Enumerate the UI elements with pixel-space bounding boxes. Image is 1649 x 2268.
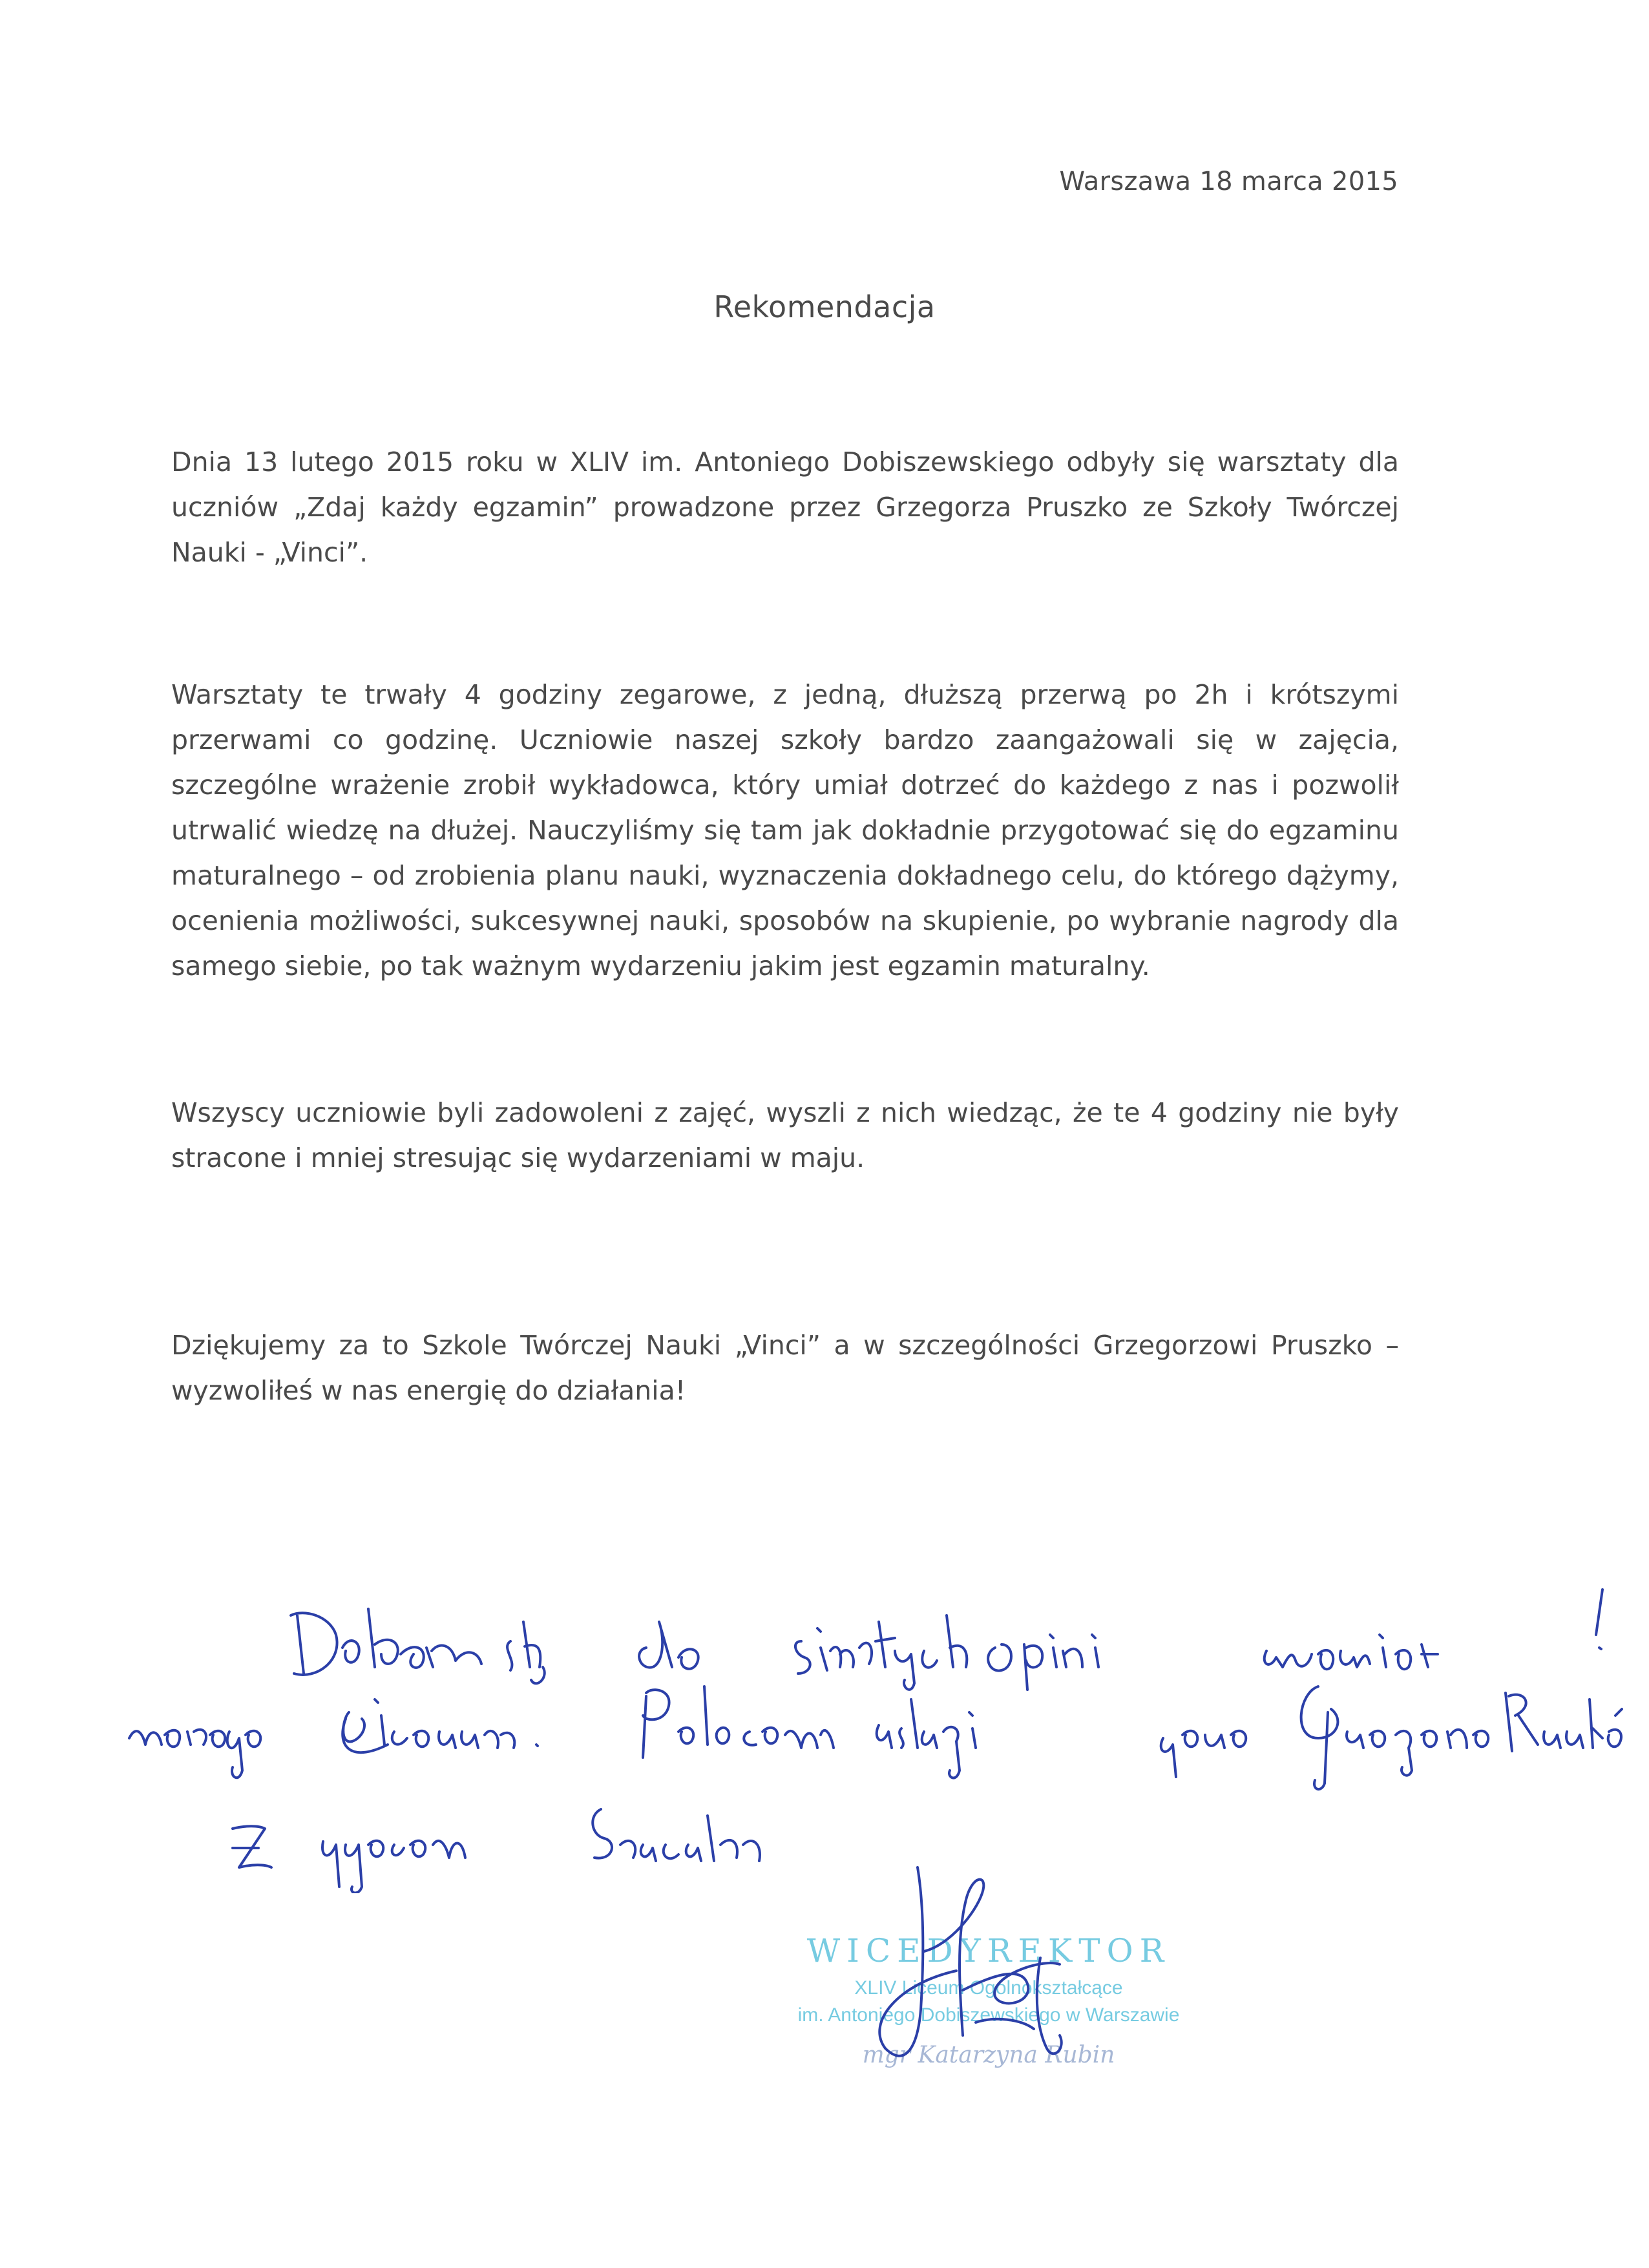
stamp-title: WICEDYREKTOR — [806, 1932, 1171, 1969]
stamp-school-line: XLIV Liceum Ogólnokształcące — [854, 1977, 1123, 1999]
paragraph-thanks: Dziękujemy za to Szkole Twórczej Nauki „Vinci” a w szczególności Grzegorzowi Pruszko – wyzwoliłeś w nas energię do działania! — [171, 1330, 1399, 1406]
paragraph-satisfaction: Wszyscy uczniowie byli zadowoleni z zajęć, wyszli z nich wiedząc, że te 4 godziny nie były stracone i mniej stresując się wydarzeniami w maju. — [171, 1097, 1399, 1173]
paragraph-workshop-details: Warsztaty te trwały 4 godziny zegarowe, z jedną, dłuższą przerwą po 2h i krótszymi przerwami co godzinę. Uczniowie naszej szkoły bardzo zaangażowali się w zajęcia, szczególne wrażenie zrobił wykładowca, który umiał dotrzeć do każdego z nas i pozwolił utrwalić wiedzę na dłużej. Nauczyliśmy się tam jak dokładnie przygotować się do egzaminu maturalnego – od zrobienia planu nauki, wyznaczenia dokładnego celu, do którego dążymy, ocenienia możliwości, sukcesywnej nauki, sposobów na skupienie, po wybranie nagrody dla samego siebie, po tak ważnym wydarzeniu jakim jest egzamin maturalny. — [171, 679, 1399, 982]
stamp-address-line: im. Antoniego Dobiszewskiego w Warszawie — [797, 2004, 1180, 2026]
handwritten-note — [0, 1570, 1649, 1893]
paragraph-intro: Dnia 13 lutego 2015 roku w XLIV im. Antoniego Dobiszewskiego odbyły się warsztaty dla uczniów „Zdaj każdy egzamin” prowadzone przez Grzegorza Pruszko ze Szkoły Twórczej Nauki - „Vinci”. — [171, 446, 1399, 568]
handwritten-signature — [827, 1854, 1124, 2087]
stamp-signatory-name: mgr Katarzyna Rubin — [862, 2042, 1115, 2068]
letter-date: Warszawa 18 marca 2015 — [1059, 167, 1398, 196]
letter-title: Rekomendacja — [713, 289, 936, 324]
